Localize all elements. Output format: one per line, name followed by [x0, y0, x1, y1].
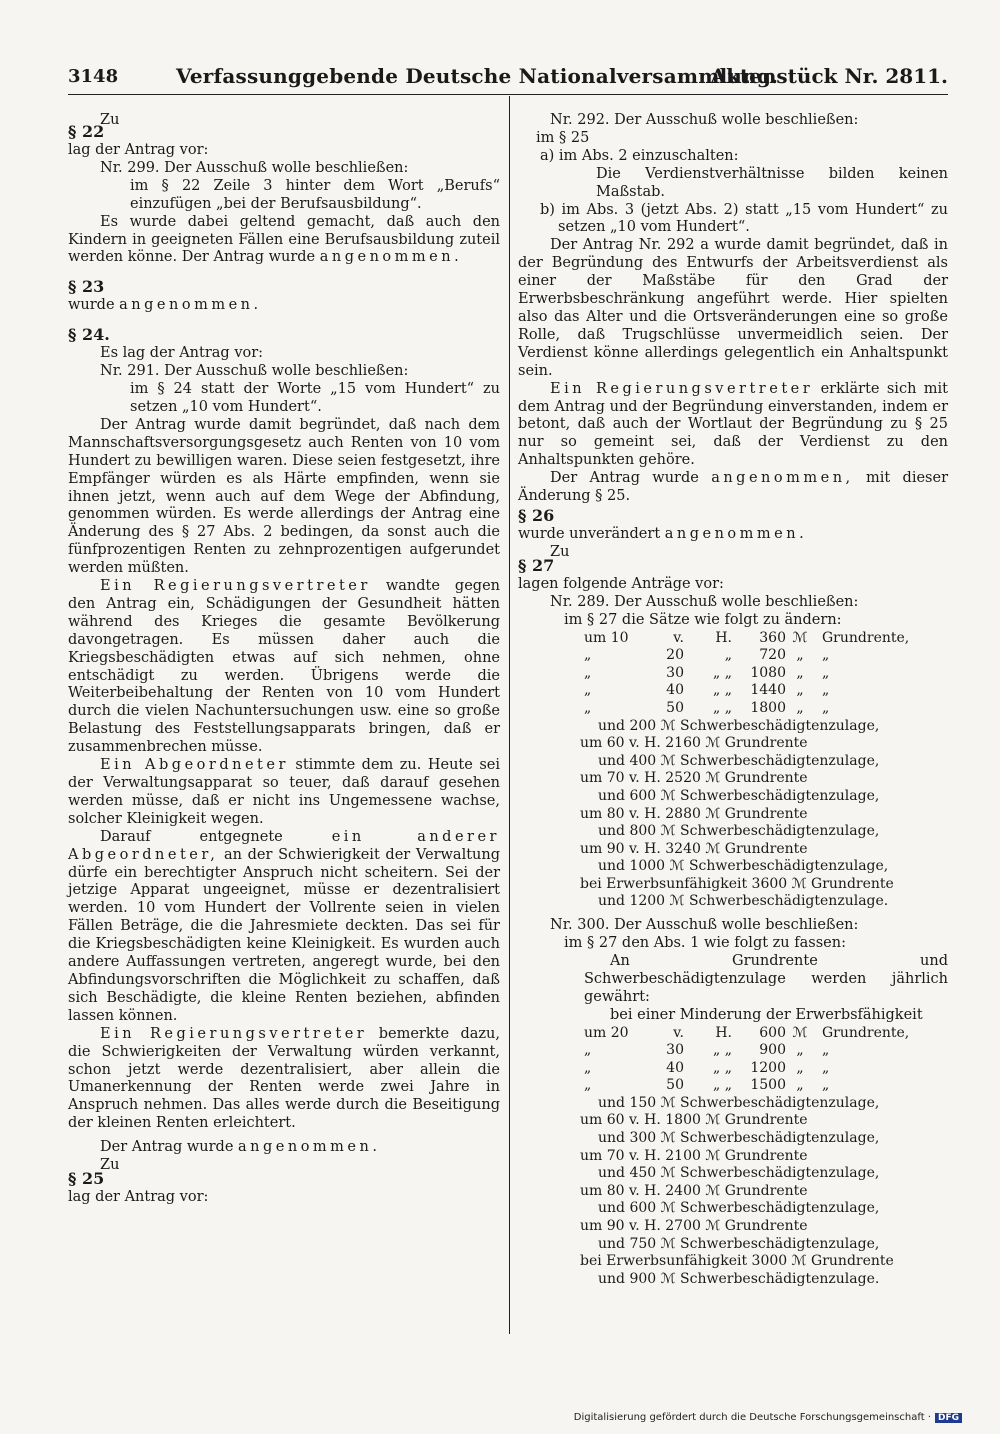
table-cell: „ [584, 1077, 592, 1094]
table-cell: 1080 [750, 664, 786, 681]
table-cell: Grundrente, [822, 1024, 910, 1041]
motion-292-target: im § 25 [536, 129, 590, 146]
zu-label: Zu [100, 112, 120, 128]
zu-label: Zu [550, 543, 570, 560]
table-cell: 40 [666, 682, 684, 699]
motion-292-a: a) im Abs. 2 einzuschalten: [540, 147, 739, 164]
table-cell: „ [796, 699, 804, 716]
table-cell: H. [715, 629, 732, 646]
table-row: um 80 v. H. 2400 ℳ Grundrente [580, 1182, 808, 1199]
paragraph: wurde unverändert angenommen. [518, 525, 808, 542]
table-row: und 150 ℳ Schwerbeschädigtenzulage, [598, 1094, 880, 1111]
table-row: und 450 ℳ Schwerbeschädigtenzulage, [598, 1165, 880, 1182]
table-cell: „ [822, 1059, 830, 1076]
table-row: und 1000 ℳ Schwerbeschädigtenzulage, [598, 858, 889, 875]
table-cell: 1500 [750, 1077, 786, 1094]
motion-292-a-text: Die Verdienstverhältnisse bilden keinen Maßstab. [596, 165, 948, 200]
column-divider [509, 96, 510, 1334]
table-cell: „ „ [713, 1059, 732, 1076]
right-column [518, 112, 948, 1288]
table-cell: um 20 [584, 1024, 629, 1041]
table-cell: v. [673, 1024, 684, 1041]
table-cell: „ [822, 647, 830, 664]
table-cell: „ [584, 1059, 592, 1076]
table-cell: „ [584, 699, 592, 716]
table-cell: 1200 [750, 1059, 786, 1076]
table-cell: 900 [759, 1042, 786, 1059]
motion-300-text: An Grundrente und Schwerbeschädigtenzulage werden jährlich gewährt: [584, 952, 948, 1005]
table-row: um 90 v. H. 2700 ℳ Grundrente [580, 1218, 808, 1235]
dfg-logo: DFG [935, 1413, 962, 1423]
table-cell: „ [796, 682, 804, 699]
table-cell: ℳ [792, 1024, 808, 1041]
section-heading-24: § 24. [68, 325, 110, 345]
section-heading-23: § 23 [68, 277, 105, 297]
section-heading-22: § 22 [68, 122, 105, 141]
table-row: um 70 v. H. 2100 ℳ Grundrente [580, 1147, 808, 1164]
table-cell: 40 [666, 1059, 684, 1076]
paragraph: Der Antrag wurde damit begründet, daß nach dem Mannschaftsversorgungsgesetz auch Renten von 10 vom Hundert zu bewilligen waren. Diese seien festgesetzt, ihre Empfänger würden es als Härte empfinden, wenn sie ihnen jetzt, wenn auch auf dem Wege der Abfindung, genommen würden. Es werde allerdings der Antrag eine Änderung des § 27 Abs. 2 bedingen, da sonst auch die fünfprozentigen Renten zu zehnprozentigen aufgerundet werden müßten. [68, 416, 500, 577]
table-row: und 200 ℳ Schwerbeschädigtenzulage, [598, 717, 880, 734]
section-heading-25: § 25 [68, 1169, 105, 1189]
table-cell: „ [796, 664, 804, 681]
table-row: um 70 v. H. 2520 ℳ Grundrente [580, 770, 808, 787]
table-row [518, 630, 948, 648]
paragraph: Der Antrag wurde angenommen, mit dieser Änderung § 25. [518, 470, 949, 505]
paragraph: Ein Abgeordneter stimmte dem zu. Heute sei der Verwaltungsapparat so teuer, daß darauf gesehen werden müsse, daß er nicht ins Ungemessene wachse, solcher Kleinigkeit wegen. [68, 757, 500, 827]
paragraph: Darauf entgegnete ein anderer Abgeordneter, an der Schwierigkeit der Verwaltung dürfe ein berechtigter Anspruch nicht scheitern. Sei der jetzige Apparat ungeeignet, müsse er dezentralisiert werden. 10 vom Hundert der Vollrente seien in vielen Fällen Beträge, die die Jahresmiete deckten. Das sei für die Kriegsbeschädigten keine Kleinigkeit. Es wurden auch andere Auffassungen vertreten, angeregt wurde, bei den Abfindungsvorschriften die Möglichkeit zu schaffen, daß sich Beschädigte, die kleine Renten beziehen, abfinden lassen können. [68, 828, 500, 1024]
table-cell: „ [822, 699, 830, 716]
table-cell: „ „ [713, 699, 732, 716]
paragraph: lagen folgende Anträge vor: [518, 575, 724, 592]
table-cell: „ „ [713, 1042, 732, 1059]
table-cell: 360 [759, 629, 786, 646]
table-row [518, 1060, 948, 1078]
table-row [518, 1077, 948, 1095]
table-row: und 400 ℳ Schwerbeschädigtenzulage, [598, 752, 880, 769]
table-row [518, 700, 948, 718]
paragraph: Es wurde dabei geltend gemacht, daß auch den Kindern in geeigneten Fällen eine Berufsausbildung zuteil werden könne. Der Antrag wurde angenommen. [68, 213, 500, 266]
zu-label: Zu [100, 1157, 120, 1174]
motion-300-bei: bei einer Minderung der Erwerbsfähigkeit [610, 1006, 923, 1023]
motion-291-text: im § 24 statt der Worte „15 vom Hundert“ zu setzen „10 vom Hundert“. [130, 381, 500, 415]
paragraph: Ein Regierungsvertreter wandte gegen den Antrag ein, Schädigungen der Gesundheit hätten während des Krieges die gesamte Bevölkerung davongetragen. Es müssen daher auch die Kriegsbeschädigten etwas auf sich nehmen, ohne entschädigt zu werden. Übrigens werde die Weiterbeibehaltung der Renten von 10 vom Hundert durch die vielen Nachuntersuchungen usw. eine so große Belastung des Feststellungsapparats bringen, daß er zusammenbrechen müsse. [68, 578, 500, 756]
motion-299-text: im § 22 Zeile 3 hinter dem Wort „Berufs“ einzufügen „bei der Berufsausbildung“. [130, 177, 500, 212]
footer-credit: Digitalisierung gefördert durch die Deutsche Forschungsgemeinschaft · DFG [574, 1412, 962, 1423]
table-row [518, 647, 948, 665]
left-column [68, 112, 500, 1207]
table-row: und 750 ℳ Schwerbeschädigtenzulage, [598, 1235, 880, 1252]
table-cell: 1440 [750, 682, 786, 699]
table-cell: 50 [666, 699, 684, 716]
table-row: um 80 v. H. 2880 ℳ Grundrente [580, 805, 808, 822]
header-title: Verfassunggebende Deutsche Nationalversammlung. [176, 64, 779, 88]
paragraph: Ein Regierungsvertreter bemerkte dazu, die Schwierigkeiten der Verwaltung würden verkannt, schon jetzt werde dezentralisiert, aber allein die Umanerkennung der Renten werde zwei Jahre in Anspruch nehmen. Das alles werde durch die Beseitigung der kleinen Renten erleichtert. [68, 1025, 500, 1132]
table-row: und 300 ℳ Schwerbeschädigtenzulage, [598, 1130, 880, 1147]
table-cell: H. [715, 1024, 732, 1041]
table-cell: 720 [759, 647, 786, 664]
motion-300: Nr. 300. Der Ausschuß wolle beschließen: [550, 917, 859, 934]
page-number: 3148 [68, 66, 119, 87]
rent-table-300 [518, 1025, 948, 1289]
table-cell: um 10 [584, 629, 629, 646]
table-cell: „ [584, 682, 592, 699]
motion-299: Nr. 299. Der Ausschuß wolle beschließen: [100, 159, 409, 176]
table-row: um 60 v. H. 1800 ℳ Grundrente [580, 1112, 808, 1129]
table-cell: „ [822, 664, 830, 681]
table-cell: „ „ [713, 682, 732, 699]
table-cell: v. [673, 629, 684, 646]
table-row: um 90 v. H. 3240 ℳ Grundrente [580, 840, 808, 857]
table-cell: „ [584, 1042, 592, 1059]
paragraph: Ein Regierungsvertreter erklärte sich mit dem Antrag und der Begründung einverstanden, indem er betont, daß auch der Wortlaut der Begründung zu § 25 nur so gemeint sei, daß der Verdienst zu den Anhaltspunkten gehöre. [518, 380, 949, 469]
table-cell: „ [796, 1042, 804, 1059]
table-cell: „ [796, 1077, 804, 1094]
table-cell: 1800 [750, 699, 786, 716]
table-cell: „ [822, 682, 830, 699]
table-cell: „ [724, 647, 732, 664]
paragraph: Der Antrag wurde angenommen. [100, 1139, 381, 1156]
table-row [518, 1025, 948, 1043]
table-cell: „ „ [713, 664, 732, 681]
table-cell: 20 [666, 647, 684, 664]
paragraph: lag der Antrag vor: [68, 1189, 209, 1206]
section-heading-27: § 27 [518, 555, 555, 575]
table-row [518, 665, 948, 683]
table-row: und 600 ℳ Schwerbeschädigtenzulage, [598, 1200, 880, 1217]
motion-289: Nr. 289. Der Ausschuß wolle beschließen: [550, 593, 859, 610]
table-row: bei Erwerbsunfähigkeit 3600 ℳ Grundrente [580, 875, 894, 892]
section-heading-26: § 26 [518, 505, 555, 525]
page-header [68, 60, 948, 94]
table-row: bei Erwerbsunfähigkeit 3000 ℳ Grundrente [580, 1253, 894, 1270]
table-row [518, 1042, 948, 1060]
table-cell: „ [822, 1042, 830, 1059]
paragraph: wurde angenommen. [68, 297, 262, 314]
paragraph: Es lag der Antrag vor: [100, 345, 264, 362]
table-cell: „ [584, 647, 592, 664]
motion-292-b: b) im Abs. 3 (jetzt Abs. 2) statt „15 vom Hundert“ zu setzen „10 vom Hundert“. [540, 201, 948, 236]
table-cell: „ [796, 647, 804, 664]
table-row: und 600 ℳ Schwerbeschädigtenzulage, [598, 787, 880, 804]
table-row: und 1200 ℳ Schwerbeschädigtenzulage. [598, 893, 889, 910]
table-cell: 30 [666, 1042, 684, 1059]
table-cell: „ „ [713, 1077, 732, 1094]
motion-292: Nr. 292. Der Ausschuß wolle beschließen: [550, 112, 859, 128]
motion-300-intro: im § 27 den Abs. 1 wie folgt zu fassen: [564, 934, 846, 951]
table-cell: „ [796, 1059, 804, 1076]
table-row [518, 682, 948, 700]
table-cell: ℳ [792, 629, 808, 646]
table-cell: Grundrente, [822, 629, 910, 646]
motion-291: Nr. 291. Der Ausschuß wolle beschließen: [100, 363, 409, 380]
table-cell: 50 [666, 1077, 684, 1094]
table-row: und 900 ℳ Schwerbeschädigtenzulage. [598, 1270, 880, 1287]
table-row: um 60 v. H. 2160 ℳ Grundrente [580, 735, 808, 752]
table-cell: 30 [666, 664, 684, 681]
motion-289-intro: im § 27 die Sätze wie folgt zu ändern: [564, 611, 842, 628]
paragraph: lag der Antrag vor: [68, 142, 209, 158]
header-rule [68, 94, 948, 95]
table-row: und 800 ℳ Schwerbeschädigtenzulage, [598, 823, 880, 840]
table-cell: „ [584, 664, 592, 681]
rent-table-289 [518, 630, 948, 912]
table-cell: 600 [759, 1024, 786, 1041]
aktenstueck-label: Aktenstück Nr. 2811. [710, 64, 948, 88]
paragraph: Der Antrag Nr. 292 a wurde damit begründet, daß in der Begründung des Entwurfs der Arbeitsverdienst als einer der Maßstäbe für den Grad der Erwerbsbeschränkung angeführt werde. Hier spielten also das Alter und die Ortsveränderungen eine so große Rolle, daß Trugschlüsse unvermeidlich seien. Der Verdienst könne allerdings gelegentlich ein Anhaltspunkt sein. [518, 237, 948, 379]
table-cell: „ [822, 1077, 830, 1094]
